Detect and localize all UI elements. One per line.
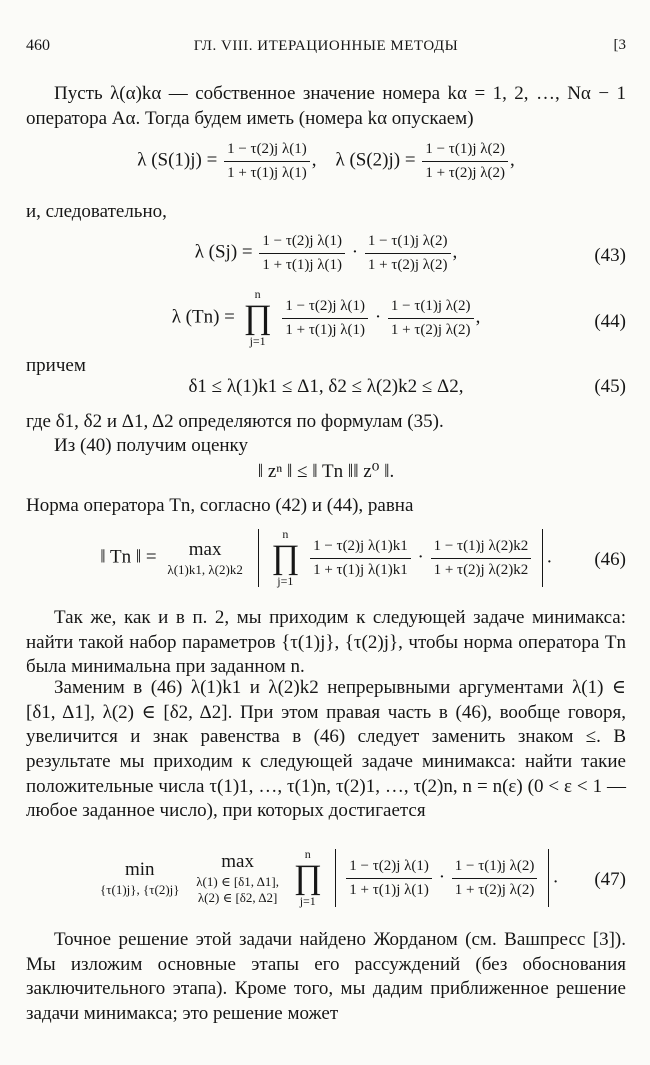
paragraph-7: Так же, как и в п. 2, мы приходим к следующей задаче минимакса: найти такой набор параметров {τ(1)j}, {τ(2)j}, чтобы норма оператора Tn была минимальна при заданном n. — [26, 607, 626, 678]
eq47-denominator-1: 1 + τ(1)j λ(1) — [349, 881, 429, 898]
eq47-denominator-2: 1 + τ(2)j λ(2) — [454, 881, 535, 898]
equation-45 — [26, 375, 626, 400]
eq46-fraction-2 — [431, 537, 532, 580]
eq-s1-numerator: 1 − τ(2)j λ(1) — [224, 140, 310, 162]
eq44-denominator-1: 1 + τ(1)j λ(1) — [285, 321, 366, 338]
eq46-fraction-1 — [310, 537, 411, 580]
equation-number-44: (44) — [594, 311, 626, 332]
min-subscript: {τ(1)j}, {τ(2)j} — [100, 881, 180, 897]
eq46-numerator-1: 1 − τ(2)j λ(1)k1 — [310, 537, 411, 559]
eq44-numerator-1: 1 − τ(2)j λ(1) — [282, 297, 368, 319]
eq-s1-left: λ (S(1)j) = — [137, 149, 218, 171]
section-mark: [3 — [613, 37, 626, 53]
equation-number-43: (43) — [594, 245, 626, 266]
estimate-text: ‖ zⁿ ‖ ≤ ‖ Tn ‖‖ z⁰ ‖. — [257, 461, 395, 482]
equation-eigenvalues-s: λ (S(1)j) = $\frac{\text{1 − τ(2)j λ(1)}}{\text{1 + τ(1)j λ(1)}}$ , λ (S(2)j) = $\frac{\text{1 − τ(1)j λ(2)}}{\text{1 + τ(2)j λ(2)}}$ , — [137, 141, 515, 181]
product-46-upper-limit: n — [282, 527, 289, 541]
eq44-left: λ (Tn) = — [171, 306, 235, 328]
eq44-fraction-1 — [282, 297, 368, 340]
equation-number-47: (47) — [594, 869, 626, 890]
paragraph-9: Точное решение этой задачи найдено Жорданом (см. Вашпресс [3]). Мы изложим основные этапы его рассуждений (без обоснования заключительного этапа). Кроме того, мы дадим приближенное решение задачи минимакса; это решение может — [26, 929, 626, 1025]
product-operator: n ∏ j=1 — [243, 287, 272, 349]
max-subscript: λ(1)k1, λ(2)k2 — [167, 561, 243, 577]
abs-bar-47-left — [335, 849, 336, 907]
max-47-subscript-1: λ(1) ∈ [δ1, Δ1], — [196, 873, 280, 889]
eq47-fraction-2 — [452, 857, 538, 900]
eq-s1-denominator: 1 + τ(1)j λ(1) — [227, 164, 307, 181]
equation-46: ‖ Tn ‖ = max λ(1)k1, λ(2)k2 n ∏ j=1 $\frac{\text{1 − τ(2)j λ(1)k1}}{\text{1 + τ(1)j λ(1)k1}}$ · $\frac{\text{1 − τ(1)j λ(2)k2}}{\text{1 + τ(2)j λ(2)k2}}$ . (46) — [100, 527, 626, 589]
eq46-numerator-2: 1 − τ(1)j λ(2)k2 — [431, 537, 532, 559]
eq47-numerator-2: 1 − τ(1)j λ(2) — [452, 857, 538, 879]
page-number: 460 — [26, 37, 50, 54]
product-operator-46: n ∏ j=1 — [271, 527, 300, 589]
min-operator — [100, 859, 179, 897]
max-operator — [167, 539, 242, 577]
eq43-denominator-1: 1 + τ(1)j λ(1) — [262, 256, 343, 273]
max-operator-47 — [196, 851, 279, 905]
eq43-denominator-2: 1 + τ(2)j λ(2) — [367, 256, 448, 273]
equation-number-46: (46) — [594, 549, 626, 570]
paragraph-4: где δ1, δ2 и Δ1, Δ2 определяются по формулам (35). — [26, 411, 444, 432]
eq43-fraction-2 — [365, 232, 451, 275]
eq46-denominator-2: 1 + τ(2)j λ(2)k2 — [433, 561, 529, 578]
eq46-denominator-1: 1 + τ(1)j λ(1)k1 — [313, 561, 408, 578]
equation-47: min {τ(1)j}, {τ(2)j} max λ(1) ∈ [δ1, Δ1], λ(2) ∈ [δ2, Δ2] n ∏ j=1 $\frac{\text{1 − τ(2)j λ(1)}}{\text{1 + τ(1)j λ(1)}}$ · $\frac{\text{1 − τ(1)j λ(2)}}{\text{1 + τ(2)j λ(2)}}$ . (47) — [100, 847, 626, 909]
product-lower-limit: j=1 — [249, 334, 266, 349]
eq43-numerator-2: 1 − τ(1)j λ(2) — [365, 232, 451, 254]
equation-44: λ (Tn) = n ∏ j=1 $\frac{\text{1 − τ(2)j λ(1)}}{\text{1 + τ(1)j λ(1)}}$ · $\frac{\text{1 − τ(1)j λ(2)}}{\text{1 + τ(2)j λ(2)}}$ , (44) — [171, 287, 626, 349]
product-46-lower-limit: j=1 — [277, 574, 294, 589]
equation-estimate — [26, 460, 626, 485]
running-header — [26, 36, 626, 58]
abs-bar-right — [542, 529, 543, 587]
eq45-text: δ1 ≤ λ(1)k1 ≤ Δ1, δ2 ≤ λ(2)k2 ≤ Δ2, — [188, 376, 464, 397]
running-title: ГЛ. VIII. ИТЕРАЦИОННЫЕ МЕТОДЫ — [193, 38, 459, 54]
eq46-left: ‖ Tn ‖ = — [100, 546, 157, 568]
product-47-upper-limit: n — [304, 847, 311, 861]
eq44-denominator-2: 1 + τ(2)j λ(2) — [390, 321, 471, 338]
eq43-left: λ (Sj) = — [194, 241, 253, 263]
product-operator-47: n ∏ j=1 — [293, 847, 322, 909]
paragraph-2: и, следовательно, — [26, 201, 167, 222]
equation-43: λ (Sj) = $\frac{\text{1 − τ(2)j λ(1)}}{\text{1 + τ(1)j λ(1)}}$ · $\frac{\text{1 − τ(1)j λ(2)}}{\text{1 + τ(2)j λ(2)}}$ , (43) — [194, 233, 626, 273]
eq-s2-fraction — [422, 140, 508, 183]
max-label: max — [188, 538, 222, 560]
max-47-subscript-2: λ(2) ∈ [δ2, Δ2] — [197, 889, 278, 905]
eq44-numerator-2: 1 − τ(1)j λ(2) — [388, 297, 474, 319]
paragraph-3: причем — [26, 355, 86, 376]
paragraph-6: Норма оператора Tn, согласно (42) и (44), равна — [26, 495, 414, 516]
max-47-label: max — [221, 851, 254, 873]
eq44-fraction-2 — [388, 297, 474, 340]
eq-s2-denominator: 1 + τ(2)j λ(2) — [425, 164, 506, 181]
eq-s1-fraction — [224, 140, 310, 183]
eq43-numerator-1: 1 − τ(2)j λ(1) — [259, 232, 345, 254]
eq43-fraction-1 — [259, 232, 345, 275]
product-upper-limit: n — [254, 287, 261, 301]
min-label: min — [124, 858, 155, 880]
product-47-lower-limit: j=1 — [299, 894, 316, 909]
eq-s2-left: λ (S(2)j) = — [335, 149, 416, 171]
equation-number-45: (45) — [594, 376, 626, 397]
paragraph-8: Заменим в (46) λ(1)k1 и λ(2)k2 непрерывными аргументами λ(1) ∈ [δ1, Δ1], λ(2) ∈ [δ2, Δ2]. При этом правая часть в (46), вообще говоря, увеличится и знак равенства в (46) следует заменить знаком ≤. В результате мы приходим к следующей задаче минимакса: найти такие положительные числа τ(1)1, …, τ(1)n, τ(2)1, …, τ(2)n, n = n(ε) (0 < ε < 1 — любое заданное число), при которых достигается — [26, 677, 626, 822]
eq47-fraction-1 — [346, 857, 432, 900]
paragraph-1: Пусть λ(α)kα — собственное значение номера kα = 1, 2, …, Nα − 1 оператора Aα. Тогда будем иметь (номера kα опускаем) — [26, 83, 626, 129]
eq47-numerator-1: 1 − τ(2)j λ(1) — [346, 857, 432, 879]
paragraph-5: Из (40) получим оценку — [54, 435, 249, 456]
abs-bar-left — [258, 529, 259, 587]
eq-s2-numerator: 1 − τ(1)j λ(2) — [422, 140, 508, 162]
abs-bar-47-right — [548, 849, 549, 907]
